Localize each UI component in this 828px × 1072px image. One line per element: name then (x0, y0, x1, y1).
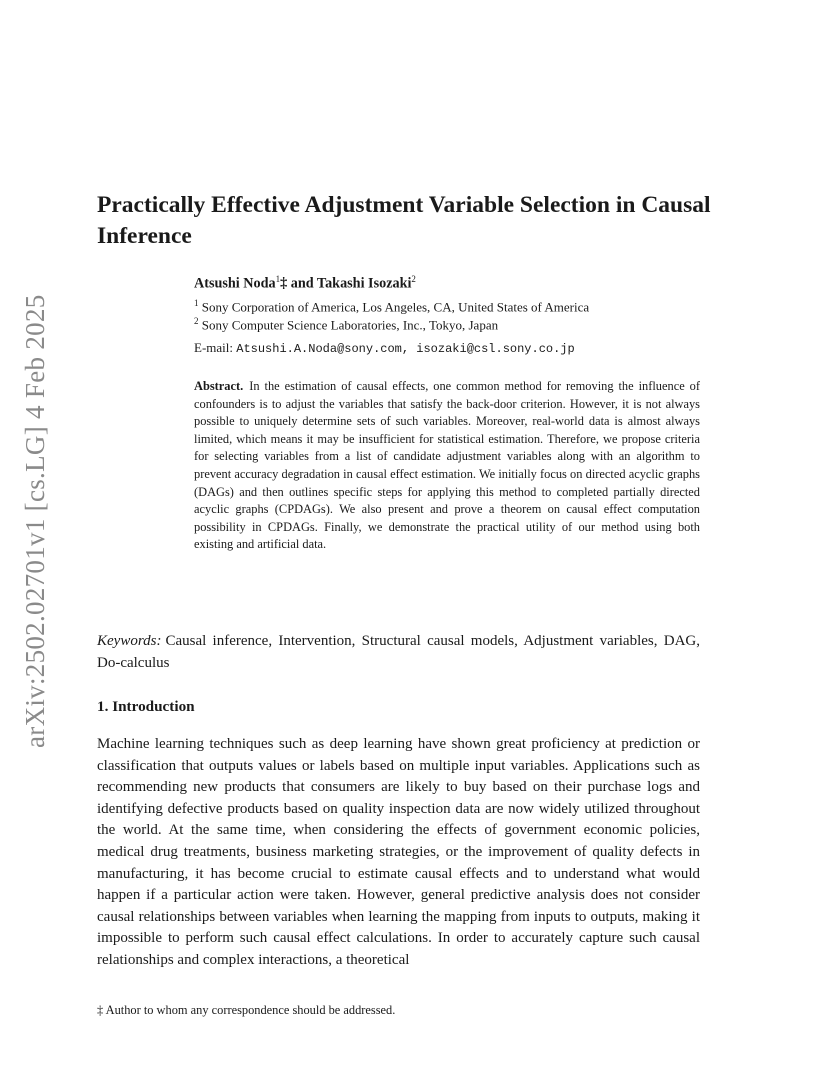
arxiv-identifier: arXiv:2502.02701v1 [cs.LG] 4 Feb 2025 (20, 294, 50, 748)
affiliation-2-mark: 2 (194, 316, 199, 326)
abstract-text: In the estimation of causal effects, one common method for removing the influence of confounders is to adjust the variables that satisfy the back-door criterion. However, it is not always possible to uniquely determine sets of such variables. Moreover, real-world data is almost always limited, which means it may be insufficient for statistical estimation. Therefore, we propose criteria for selecting variables from a list of candidate adjustment variables along with an algorithm to prevent accuracy degradation in causal effect estimation. We initially focus on directed acyclic graphs (DAGs) and then outlines specific steps for applying this method to completed partially directed acyclic graphs (CPDAGs). We also present and prove a theorem on causal effect computation possibility in CPDAGs. Finally, we demonstrate the practical utility of our method using both existing and artificial data. (194, 379, 700, 552)
author-conjunction: and (287, 275, 317, 292)
footnote-text: Author to whom any correspondence should be addressed. (105, 1003, 396, 1017)
author-2-affil-mark: 2 (411, 274, 416, 284)
author-1-affil-mark: 1 (275, 274, 281, 284)
paper-title: Practically Effective Adjustment Variable Selection in Causal Inference (97, 192, 711, 249)
email-label: E-mail: (194, 340, 237, 355)
keywords (97, 630, 700, 674)
abstract (194, 378, 700, 554)
affiliation-2-text: Sony Computer Science Laboratories, Inc., Tokyo, Japan (201, 317, 499, 333)
email-line (194, 340, 575, 356)
keywords-text: Causal inference, Intervention, Structural causal models, Adjustment variables, DAG, Do-calculus (97, 633, 700, 671)
keywords-label: Keywords: (97, 633, 162, 649)
author-2-name: Takashi Isozaki (316, 275, 412, 292)
author-line (194, 274, 416, 293)
affiliation-1-text: Sony Corporation of America, Los Angeles, CA, United States of America (201, 299, 590, 315)
author-1-name: Atsushi Noda (194, 275, 276, 292)
abstract-label: Abstract. (194, 379, 244, 393)
footnote (97, 1003, 395, 1018)
section-heading: 1. Introduction (97, 698, 195, 715)
introduction-paragraph: Machine learning techniques such as deep learning have shown great proficiency at prediction or classification that outputs values or labels based on multiple input variables. Applications such as recommending new products that consumers are likely to buy based on their purchase logs and identifying defective products based on quality inspection data are now widely utilized throughout the world. At the same time, when considering the effects of government economic policies, medical drug treatments, business marketing strategies, or the improvement of quality defects in manufacturing, it has become crucial to estimate causal effects and to understand what would happen if a particular action were taken. However, general predictive analysis does not consider causal relationships between variables when learning the mapping from inputs to outputs, making it impossible to perform such causal effect calculations. In order to accurately capture such causal relationships and complex interactions, a theoretical (97, 736, 700, 968)
affiliation-1-mark: 1 (194, 298, 199, 308)
affiliation-2 (194, 316, 498, 333)
affiliation-1 (194, 298, 589, 315)
corresponding-author-mark: ‡ (280, 275, 288, 292)
footnote-mark: ‡ (97, 1003, 104, 1017)
email-addresses[interactable]: Atsushi.A.Noda@sony.com, isozaki@csl.sony.co.jp (236, 342, 575, 356)
